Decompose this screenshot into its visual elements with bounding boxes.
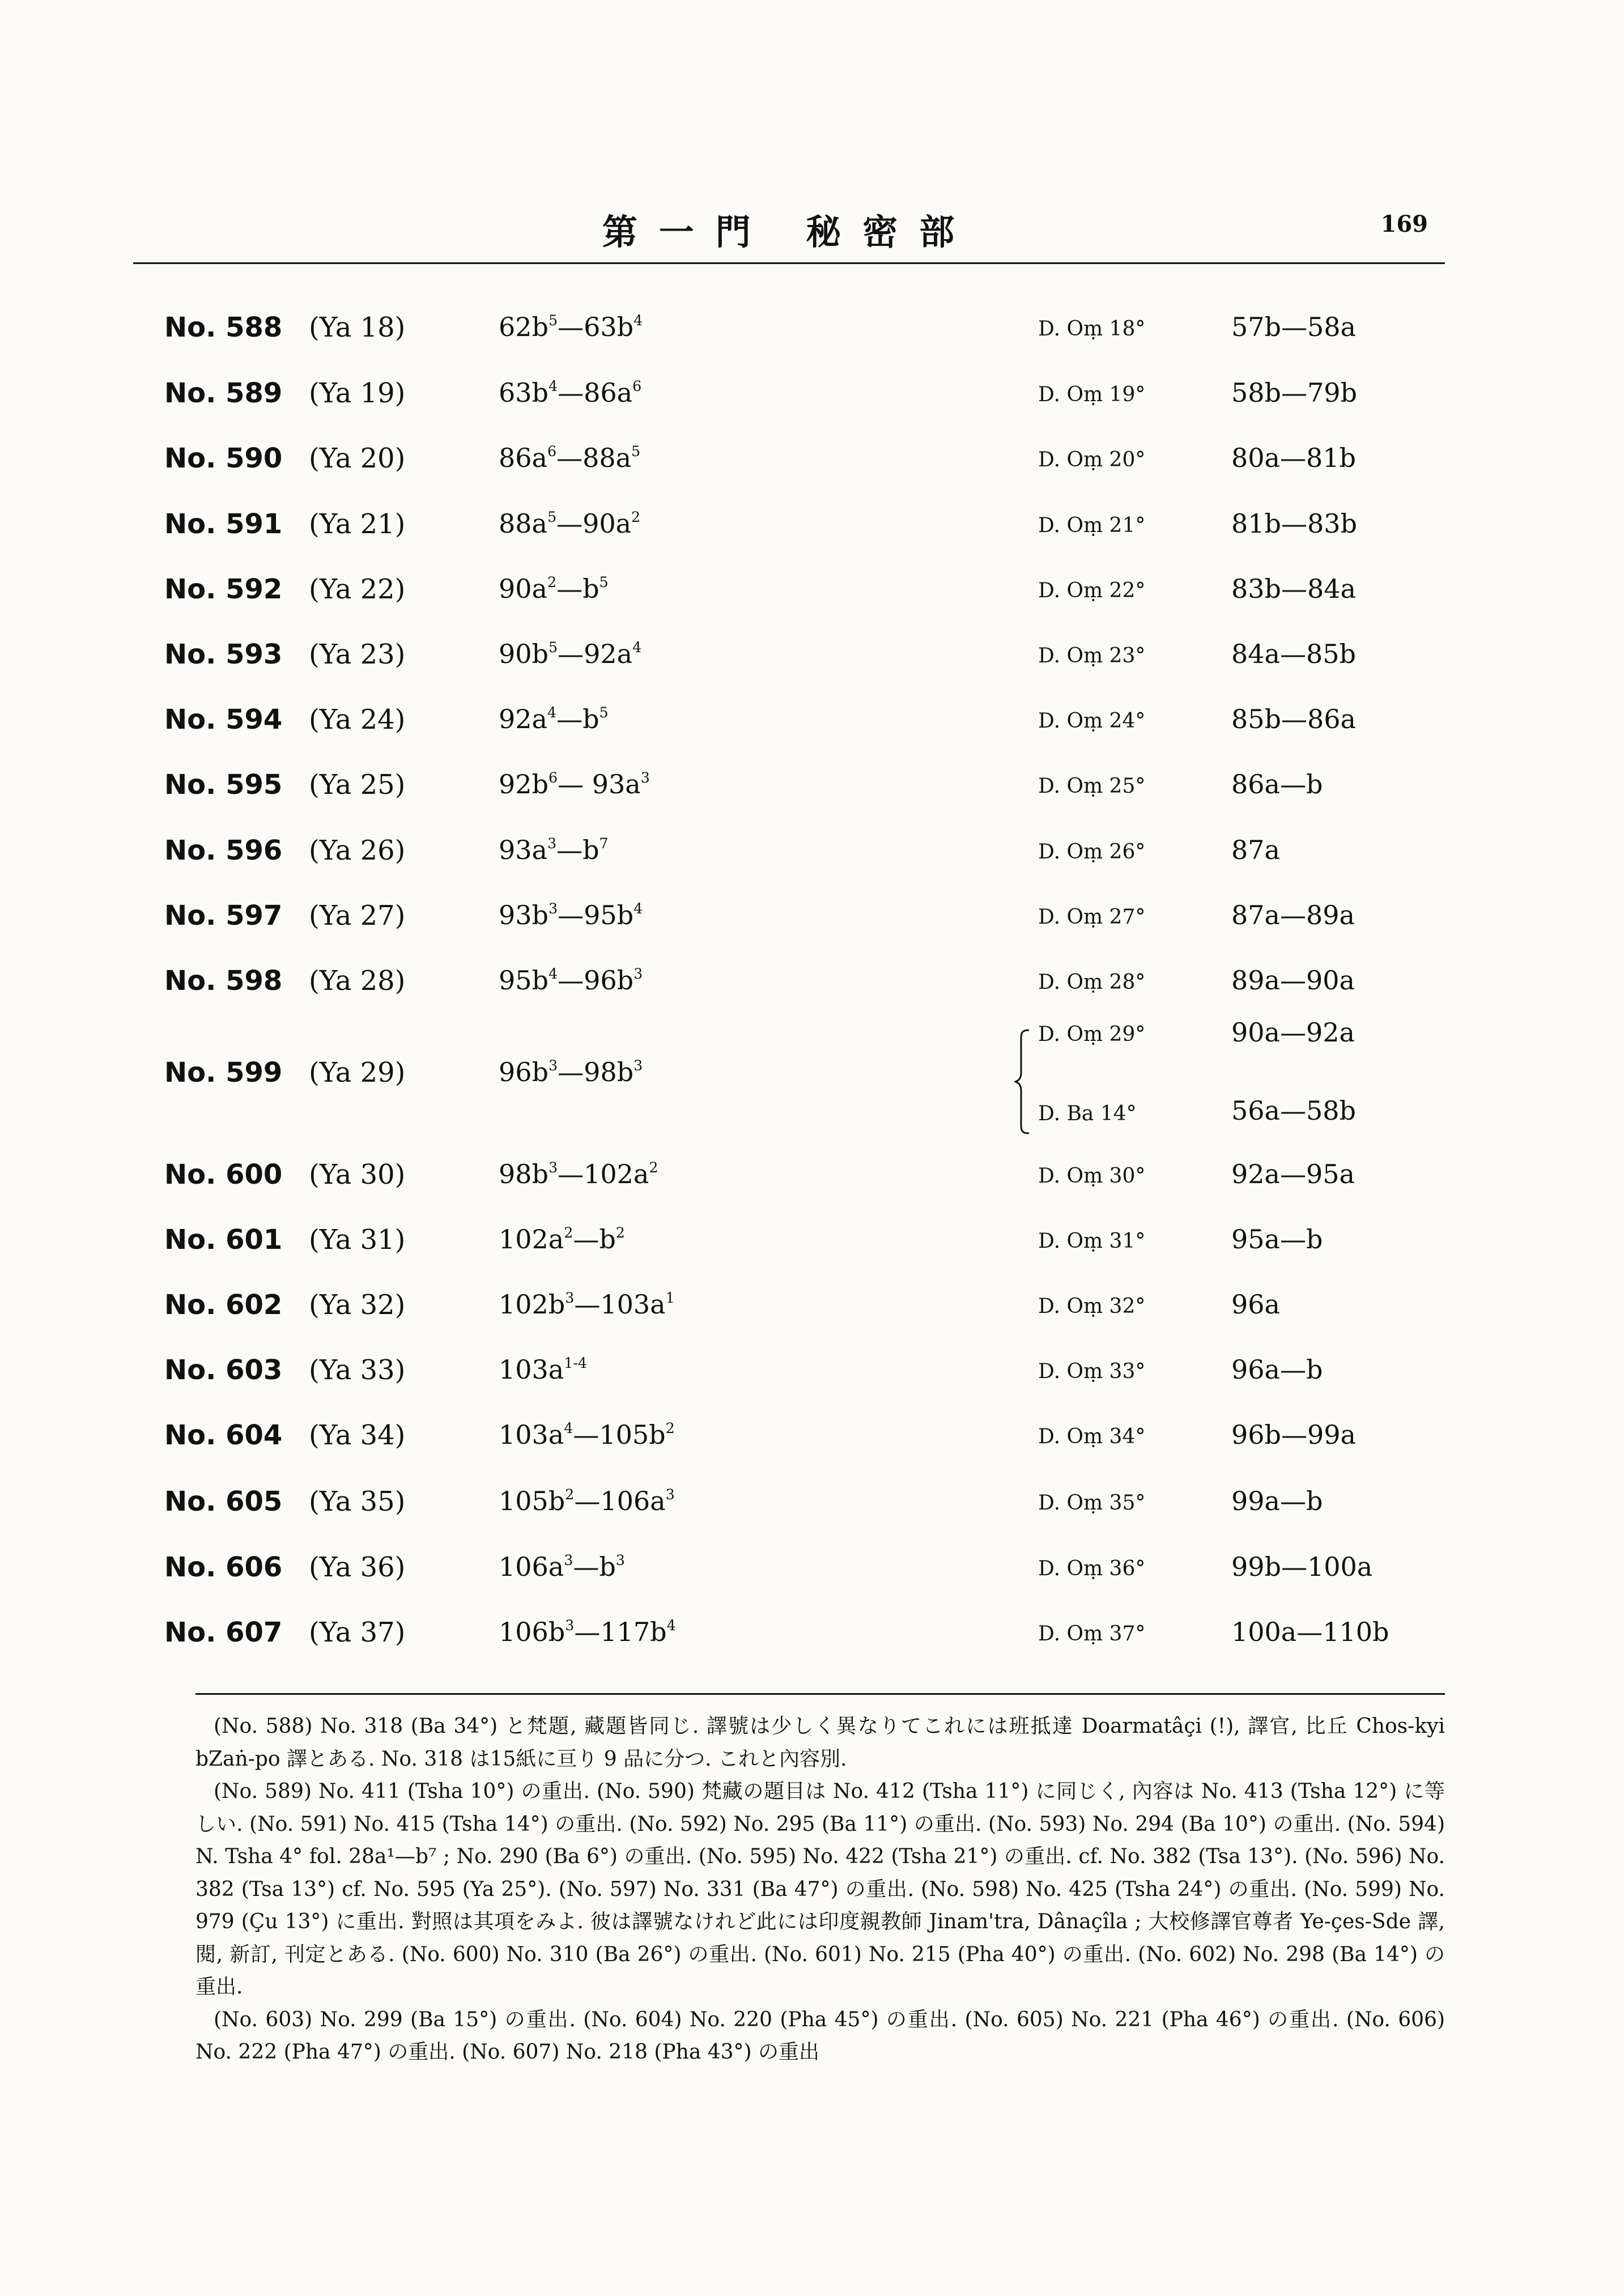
folio-line-superscript: 6 (632, 378, 642, 395)
derge-folio: 86a—b (1231, 769, 1323, 800)
folio-line-superscript: 5 (631, 443, 641, 460)
derge-folio: 95a—b (1231, 1224, 1323, 1255)
table-row (0, 769, 1624, 814)
folio-range (499, 377, 641, 408)
folio-text: 105b (499, 1486, 566, 1516)
folio-text: 90a (499, 573, 547, 604)
folio-line-superscript: 1-4 (564, 1355, 587, 1372)
table-row (0, 1486, 1624, 1531)
folio-line-superscript: 7 (599, 835, 609, 852)
folio-range (499, 835, 609, 865)
table-row (0, 1224, 1624, 1269)
folio-line-superscript: 2 (665, 1420, 675, 1437)
folio-text: 92a (499, 704, 547, 734)
derge-folio: 57b—58a (1231, 312, 1356, 342)
ya-reference: (Ya 25) (309, 769, 406, 801)
table-row (0, 312, 1624, 357)
folio-text: —63b (558, 312, 634, 342)
folio-line-superscript: 4 (564, 1420, 573, 1437)
derge-folio: 100a—110b (1231, 1617, 1389, 1647)
folio-text: — 93a (558, 769, 641, 800)
derge-folio: 99a—b (1231, 1486, 1323, 1516)
folio-range (499, 1159, 658, 1189)
folio-text: 103a (499, 1354, 564, 1385)
folio-text: —103a (574, 1289, 666, 1320)
folio-range (499, 443, 640, 473)
derge-folio: 90a—92a (1231, 1017, 1355, 1048)
entry-number: No. 590 (164, 443, 283, 474)
folio-text: —102a (558, 1159, 649, 1189)
derge-folio: 87a (1231, 835, 1280, 865)
derge-reference: D. Oṃ 22° (1038, 579, 1146, 602)
folio-text: 93b (499, 900, 549, 930)
folio-range (499, 508, 640, 539)
folio-line-superscript: 5 (548, 639, 558, 656)
folio-text: —b (556, 704, 600, 734)
folio-text: —b (556, 835, 600, 865)
entry-number: No. 591 (164, 508, 283, 540)
derge-reference: D. Oṃ 25° (1038, 775, 1146, 798)
entry-number: No. 595 (164, 769, 283, 801)
folio-range (499, 704, 609, 734)
folio-text: —b (573, 1551, 616, 1582)
folio-line-superscript: 2 (547, 574, 557, 591)
entry-number: No. 604 (164, 1419, 283, 1451)
table-row (0, 900, 1624, 945)
derge-folio: 81b—83b (1231, 508, 1357, 539)
ya-reference: (Ya 32) (309, 1289, 406, 1321)
folio-text: —90a (556, 508, 632, 539)
page-header (133, 204, 1445, 266)
folio-text: —b (573, 1224, 616, 1255)
entry-number: No. 592 (164, 573, 283, 605)
table-row (0, 1159, 1624, 1204)
derge-reference: D. Oṃ 24° (1038, 709, 1146, 733)
folio-range (499, 1617, 676, 1647)
folio-line-superscript: 2 (649, 1159, 658, 1176)
table-row (0, 1617, 1624, 1662)
derge-folio: 80a—81b (1231, 443, 1356, 473)
folio-text: 63b (499, 377, 549, 408)
entry-number: No. 607 (164, 1617, 283, 1648)
derge-folio-2: 56a—58b (1231, 1095, 1356, 1126)
derge-reference-2: D. Ba 14° (1038, 1102, 1137, 1125)
folio-line-superscript: 3 (615, 1552, 625, 1569)
ya-reference: (Ya 24) (309, 704, 406, 735)
table-row (0, 1017, 1624, 1126)
footnote-paragraph: (No. 589) No. 411 (Tsha 10°) の重出. (No. 590) 梵藏の題目は No. 412 (Tsha 11°) に同じく, 內容は No. 413 (Tsha 12°) に等しい. (No. 591) No. 415 (Tsha 14°) の重出. (No. 592) No. 295 (Ba 11°) の重出. (No. 593) No. 294 (Ba 10°) の重出. (No. 594) N. Tsha 4° fol. 28a¹—b⁷ ; No. 290 (Ba 6°) の重出. (No. 595) No. 422 (Tsha 21°) の重出. cf. No. 382 (Tsa 13°). (No. 596) No. 382 (Tsa 13°) cf. No. 595 (Ya 25°). (No. 597) No. 331 (Ba 47°) の重出. (No. 598) No. 425 (Tsha 24°) の重出. (No. 599) No. 979 (Çu 13°) に重出. 對照は其項をみよ. 彼は譯號なけれど此には印度親教師 Jinam'tra, Dânaçîla ; 大校修譯官尊者 Ye-çes-Sde 譯, 閱, 新訂, 刊定とある. (No. 600) No. 310 (Ba 26°) の重出. (No. 601) No. 215 (Pha 40°) の重出. (No. 602) No. 298 (Ba 14°) の重出. (195, 1780, 1445, 1999)
folio-line-superscript: 3 (564, 1552, 573, 1569)
entry-number: No. 593 (164, 639, 283, 670)
folio-line-superscript: 3 (640, 769, 650, 786)
derge-folio: 83b—84a (1231, 573, 1356, 604)
header-rule (133, 262, 1445, 264)
folio-line-superscript: 2 (615, 1224, 625, 1241)
derge-folio: 87a—89a (1231, 900, 1355, 930)
folio-line-superscript: 3 (634, 966, 643, 983)
folio-text: 102b (499, 1289, 566, 1320)
folio-text: 103a (499, 1419, 564, 1450)
folio-text: 86a (499, 443, 547, 473)
folio-range (499, 1289, 675, 1320)
derge-folio: 58b—79b (1231, 377, 1357, 408)
table-row (0, 704, 1624, 749)
section-title: 第一門 秘密部 (602, 211, 976, 253)
derge-reference: D. Oṃ 31° (1038, 1230, 1146, 1253)
folio-line-superscript: 4 (634, 900, 643, 917)
entry-number: No. 589 (164, 377, 283, 409)
derge-reference: D. Oṃ 28° (1038, 971, 1146, 994)
folio-text: 95b (499, 965, 549, 996)
folio-line-superscript: 6 (547, 443, 557, 460)
folio-range (499, 769, 650, 800)
derge-reference: D. Oṃ 36° (1038, 1557, 1146, 1580)
table-row (0, 835, 1624, 880)
folio-text: —106a (574, 1486, 666, 1516)
folio-line-superscript: 2 (564, 1224, 573, 1241)
folio-line-superscript: 4 (548, 378, 558, 395)
ya-reference: (Ya 28) (309, 965, 406, 997)
derge-reference: D. Oṃ 20° (1038, 448, 1146, 471)
ya-reference: (Ya 18) (309, 312, 406, 343)
folio-text: 102a (499, 1224, 564, 1255)
derge-folio: 99b—100a (1231, 1551, 1373, 1582)
folio-text: —98b (558, 1057, 634, 1087)
folio-text: —86a (558, 377, 633, 408)
ya-reference: (Ya 21) (309, 508, 406, 540)
folio-line-superscript: 3 (548, 900, 558, 917)
derge-reference: D. Oṃ 37° (1038, 1622, 1146, 1646)
folio-line-superscript: 2 (631, 509, 641, 526)
footnotes (195, 1710, 1445, 2069)
folio-line-superscript: 3 (547, 835, 557, 852)
folio-line-superscript: 4 (666, 1617, 676, 1634)
folio-range (499, 1354, 587, 1385)
ya-reference: (Ya 34) (309, 1419, 406, 1451)
folio-range (499, 573, 609, 604)
folio-range (499, 965, 643, 996)
folio-line-superscript: 4 (632, 639, 642, 656)
ya-reference: (Ya 31) (309, 1224, 406, 1256)
footnote-paragraph: (No. 603) No. 299 (Ba 15°) の重出. (No. 604) No. 220 (Pha 45°) の重出. (No. 605) No. 221 (Pha 46°) の重出. (No. 606) No. 222 (Pha 47°) の重出. (No. 607) No. 218 (Pha 43°) の重出 (195, 2008, 1445, 2064)
derge-reference: D. Oṃ 26° (1038, 840, 1146, 864)
derge-reference: D. Oṃ 19° (1038, 383, 1146, 406)
folio-text: 106b (499, 1617, 566, 1647)
folio-line-superscript: 3 (565, 1617, 575, 1634)
ya-reference: (Ya 23) (309, 639, 406, 670)
table-row (0, 508, 1624, 554)
folio-range (499, 1419, 675, 1450)
folio-line-superscript: 6 (548, 769, 558, 786)
folio-text: —117b (574, 1617, 667, 1647)
folio-text: —88a (556, 443, 632, 473)
derge-reference: D. Oṃ 35° (1038, 1491, 1146, 1515)
folio-range (499, 1224, 625, 1255)
folio-text: —105b (573, 1419, 666, 1450)
folio-line-superscript: 2 (565, 1486, 575, 1503)
folio-range (499, 1551, 625, 1582)
folio-range (499, 1057, 643, 1087)
folio-line-superscript: 5 (599, 574, 609, 591)
table-row (0, 377, 1624, 423)
ya-reference: (Ya 19) (309, 377, 406, 409)
folio-line-superscript: 4 (548, 966, 558, 983)
table-row (0, 1354, 1624, 1400)
folio-line-superscript: 3 (565, 1290, 575, 1307)
ya-reference: (Ya 33) (309, 1354, 406, 1386)
derge-reference: D. Oṃ 33° (1038, 1360, 1146, 1383)
entry-number: No. 600 (164, 1159, 283, 1190)
folio-range (499, 900, 643, 930)
derge-reference: D. Oṃ 27° (1038, 905, 1146, 929)
entry-number: No. 606 (164, 1551, 283, 1583)
folio-text: —b (556, 573, 600, 604)
folio-range (499, 1486, 675, 1516)
derge-reference: D. Oṃ 34° (1038, 1425, 1146, 1448)
folio-line-superscript: 5 (548, 312, 558, 329)
folio-text: 92b (499, 769, 549, 800)
folio-text: —96b (558, 965, 634, 996)
entry-number: No. 599 (164, 1057, 283, 1089)
folio-line-superscript: 3 (634, 1057, 643, 1074)
entry-number: No. 603 (164, 1354, 283, 1386)
table-row (0, 1551, 1624, 1597)
ya-reference: (Ya 35) (309, 1486, 406, 1517)
ya-reference: (Ya 37) (309, 1617, 406, 1648)
entry-number: No. 596 (164, 835, 283, 866)
derge-folio: 84a—85b (1231, 639, 1356, 669)
derge-reference: D. Oṃ 29° (1038, 1023, 1146, 1046)
derge-folio: 85b—86a (1231, 704, 1356, 734)
folio-text: 88a (499, 508, 547, 539)
folio-line-superscript: 3 (665, 1486, 675, 1503)
folio-text: 98b (499, 1159, 549, 1189)
folio-text: 106a (499, 1551, 564, 1582)
ya-reference: (Ya 27) (309, 900, 406, 932)
derge-folio: 96a—b (1231, 1354, 1323, 1385)
entry-number: No. 602 (164, 1289, 283, 1321)
footnote-paragraph: (No. 588) No. 318 (Ba 34°) と梵題, 藏題皆同じ. 譯號は少しく異なりてこれには班抵達 Doarmatâçi (!), 譯官, 比丘 Chos-kyi bZaṅ-po 譯とある. No. 318 は15紙に亘り 9 品に分つ. これと內容別. (195, 1715, 1445, 1771)
folio-range (499, 312, 643, 342)
derge-folio: 96a (1231, 1289, 1280, 1320)
derge-folio: 89a—90a (1231, 965, 1355, 996)
entry-number: No. 594 (164, 704, 283, 735)
ya-reference: (Ya 29) (309, 1057, 406, 1089)
folio-range (499, 639, 641, 669)
folio-line-superscript: 3 (548, 1057, 558, 1074)
derge-reference: D. Oṃ 18° (1038, 317, 1146, 341)
ya-reference: (Ya 20) (309, 443, 406, 474)
entry-number: No. 605 (164, 1486, 283, 1517)
folio-text: 62b (499, 312, 549, 342)
folio-line-superscript: 1 (665, 1290, 675, 1307)
ya-reference: (Ya 30) (309, 1159, 406, 1190)
derge-reference: D. Oṃ 30° (1038, 1164, 1146, 1188)
ya-reference: (Ya 26) (309, 835, 406, 866)
folio-text: —92a (558, 639, 633, 669)
entry-number: No. 598 (164, 965, 283, 997)
folio-line-superscript: 4 (634, 312, 643, 329)
entry-number: No. 588 (164, 312, 283, 343)
folio-text: 93a (499, 835, 547, 865)
folio-line-superscript: 5 (599, 704, 609, 721)
table-row (0, 443, 1624, 488)
table-row (0, 1289, 1624, 1334)
folio-line-superscript: 5 (547, 509, 557, 526)
derge-folio: 92a—95a (1231, 1159, 1355, 1189)
folio-line-superscript: 3 (548, 1159, 558, 1176)
table-row (0, 573, 1624, 619)
table-row (0, 1419, 1624, 1465)
entry-number: No. 601 (164, 1224, 283, 1256)
derge-reference: D. Oṃ 32° (1038, 1295, 1146, 1318)
ya-reference: (Ya 36) (309, 1551, 406, 1583)
brace-bracket (1014, 1028, 1030, 1135)
derge-folio: 96b—99a (1231, 1419, 1356, 1450)
derge-reference: D. Oṃ 21° (1038, 514, 1146, 537)
notes-rule (195, 1693, 1445, 1695)
folio-text: —95b (558, 900, 634, 930)
ya-reference: (Ya 22) (309, 573, 406, 605)
folio-text: 96b (499, 1057, 549, 1087)
page-number: 169 (1380, 211, 1428, 237)
folio-line-superscript: 4 (547, 704, 557, 721)
entry-number: No. 597 (164, 900, 283, 932)
table-row (0, 639, 1624, 684)
derge-reference: D. Oṃ 23° (1038, 644, 1146, 667)
folio-text: 90b (499, 639, 549, 669)
table-row (0, 965, 1624, 1010)
